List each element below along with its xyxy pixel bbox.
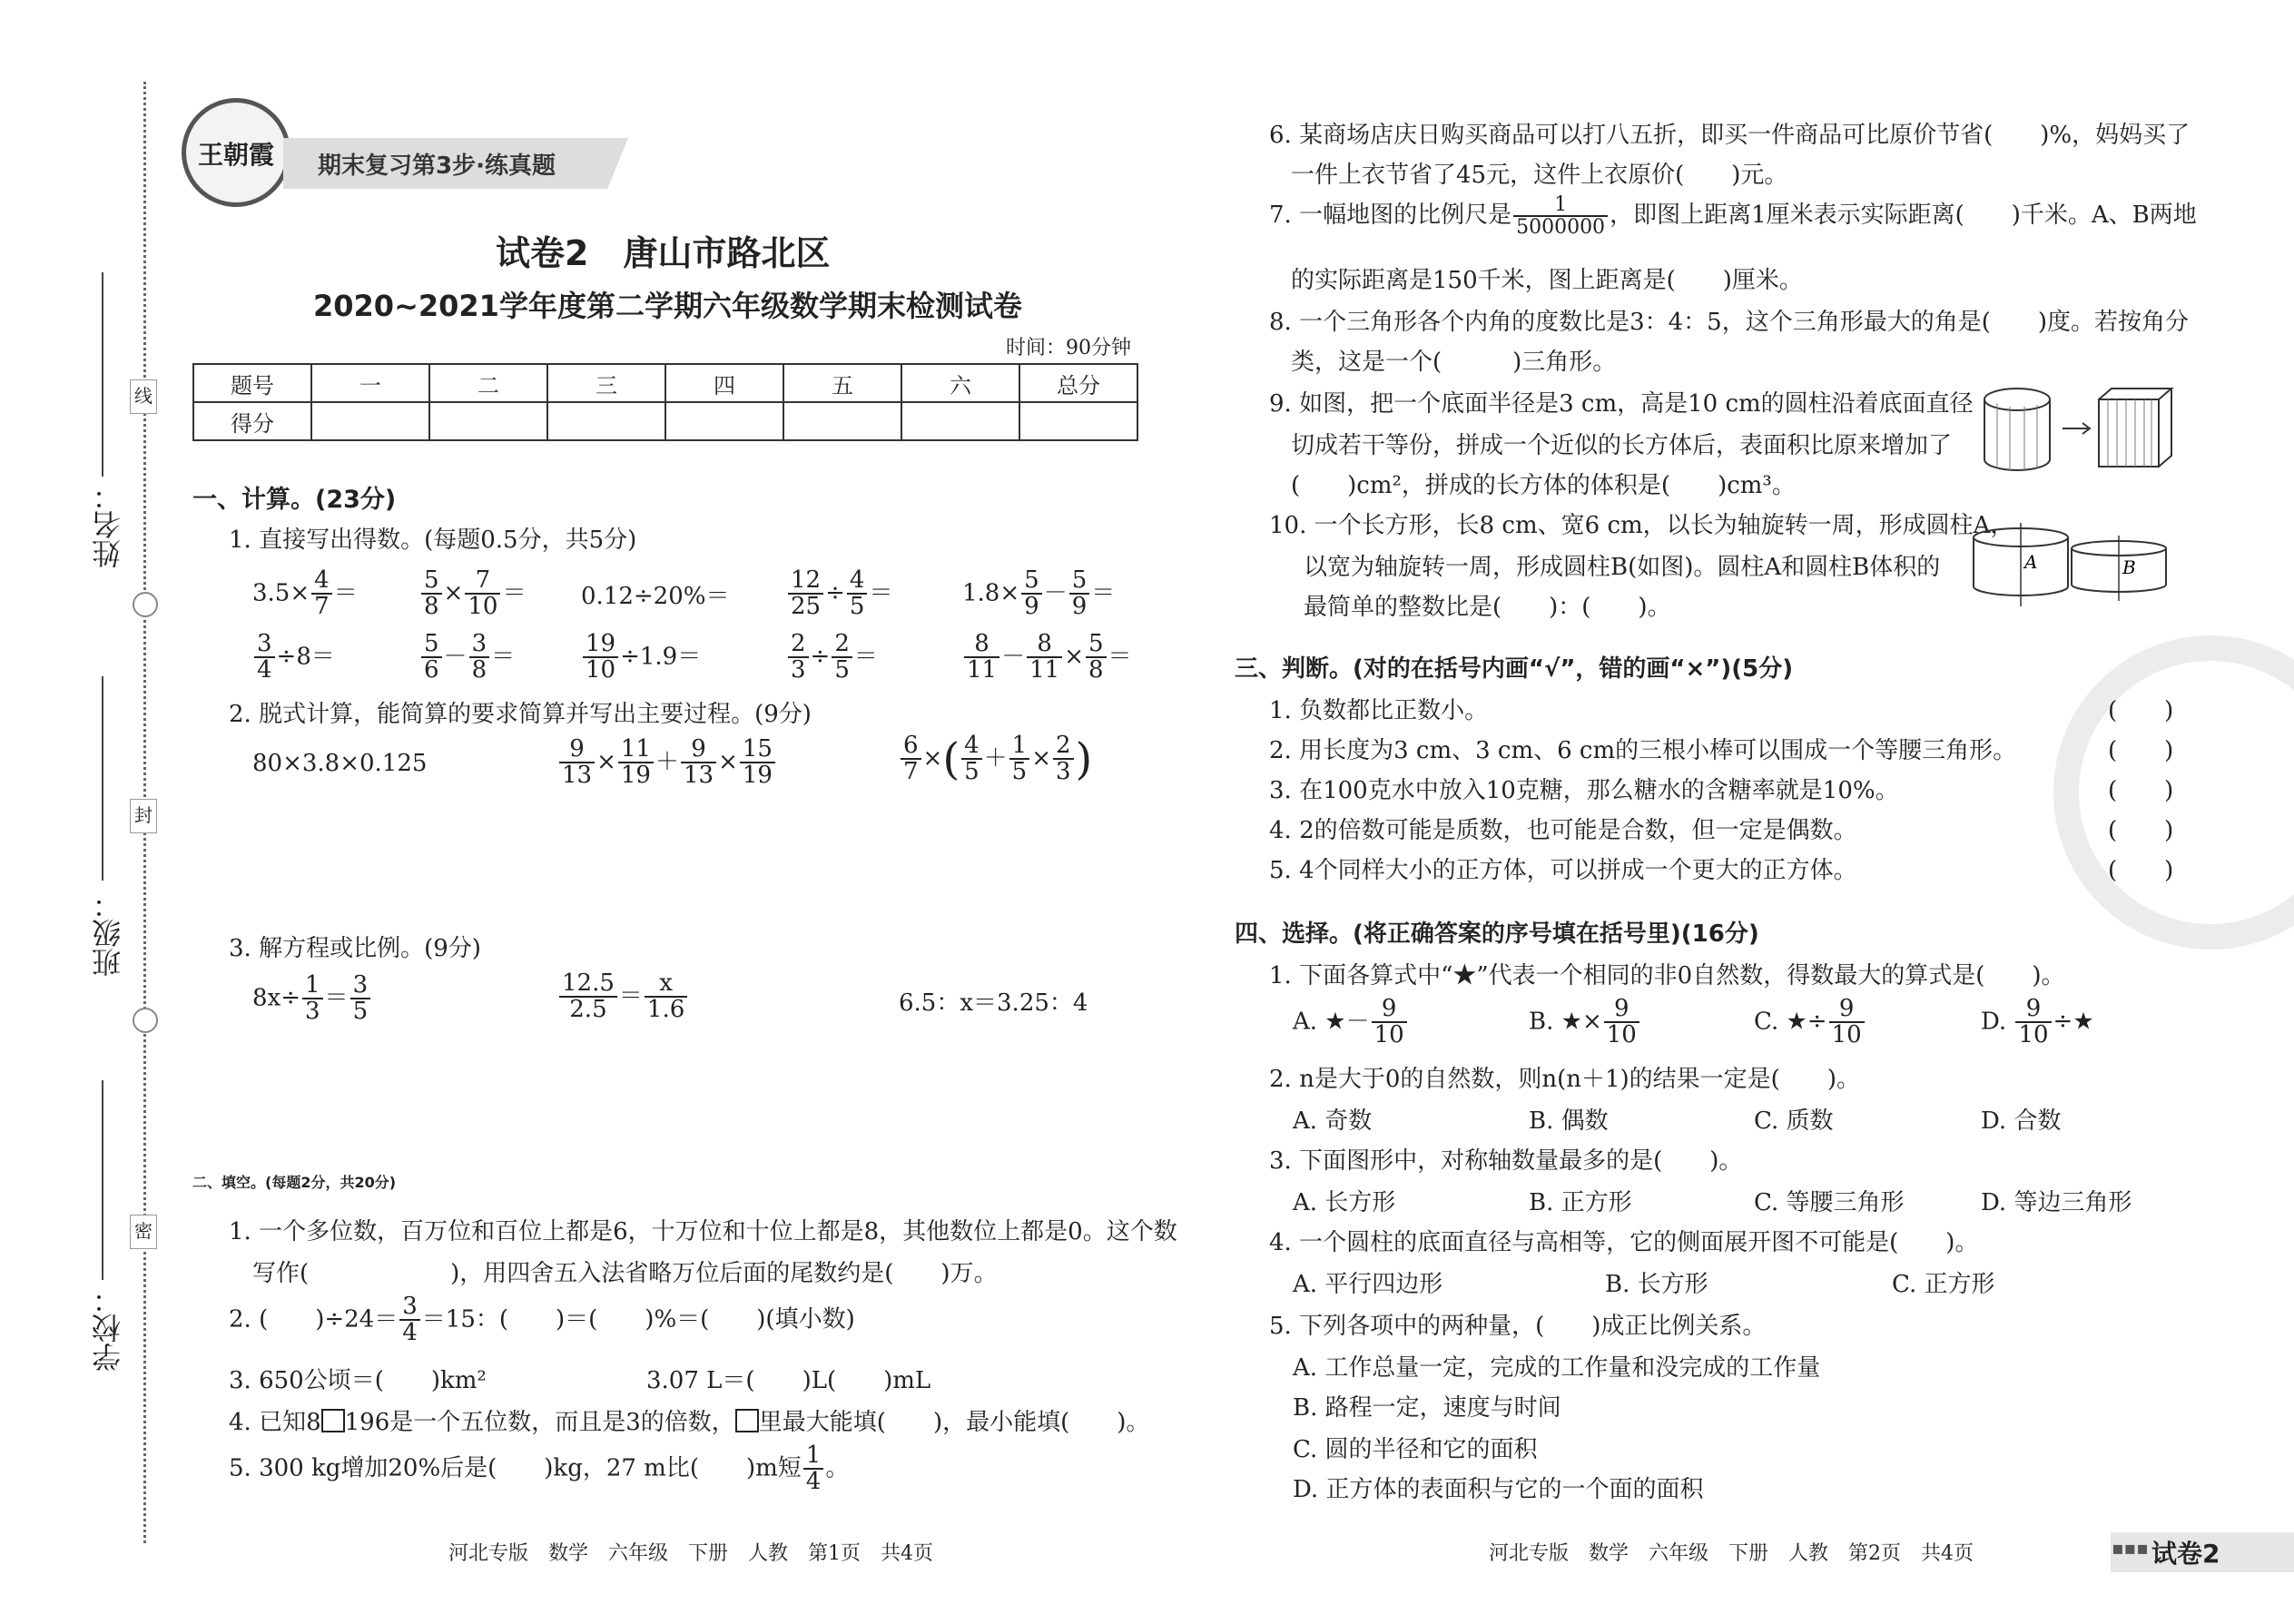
binding-hole (133, 1008, 158, 1033)
score-cell[interactable] (547, 402, 665, 440)
question-text: 类，这是一个( )三角形。 (1291, 349, 1617, 376)
question-text: 4. 已知8 196是一个五位数，而且是3的倍数， 里最大能填( )，最小能填( )。 (229, 1409, 1150, 1436)
brand-logo-text: 王朝霞 (197, 140, 274, 170)
question-text: 2. 脱式计算，能简算的要求简算并写出主要过程。(9分) (229, 701, 812, 728)
name-label: 姓名： (91, 481, 125, 568)
seal-mark-mi: 密 (130, 1215, 157, 1249)
equation: $\frac{12.5}{2.5}$ ＝ $\frac{x}{1.6}$ (557, 971, 689, 1023)
choice-option: C. ★÷ $\frac{9}{10}$ (1754, 997, 1866, 1048)
question-text: 以宽为轴旋转一周，形成圆柱B(如图)。圆柱A和圆柱B体积的 (1304, 554, 1941, 581)
oral-calc: $\frac{12}{25}$ ÷ $\frac{4}{5}$ ＝ (786, 568, 892, 620)
choice-option: C. 圆的半径和它的面积 (1293, 1436, 1538, 1463)
answer-paren[interactable]: ( ) (2108, 697, 2174, 724)
step-calc: $\frac{6}{7}$ ×( $\frac{4}{5}$ ＋ $\frac{1}{5}$ × $\frac{2}{3}$ ) (899, 733, 1092, 785)
question-text: 2. n是大于0的自然数，则n(n＋1)的结果一定是( )。 (1269, 1066, 1860, 1093)
step-calc: 80×3.8×0.125 (252, 750, 428, 777)
question-text: 5. 300 kg增加20%后是( )kg，27 m比( )m短 $\frac{1}{4}$ 。 (229, 1442, 850, 1496)
judge-item: 3. 在100克水中放入10克糖，那么糖水的含糖率就是10%。 (1269, 777, 1899, 804)
score-header-row (193, 364, 1137, 402)
equation: 6.5：x＝3.25：4 (899, 989, 1088, 1017)
question-text: 9. 如图，把一个底面半径是3 cm，高是10 cm的圆柱沿着底面直径 (1269, 390, 1974, 418)
choice-option: A. 长方形 (1293, 1189, 1396, 1216)
section-heading: 一、计算。(23分) (192, 486, 397, 514)
score-header: 四 (665, 364, 783, 402)
judge-item: 4. 2的倍数可能是质数，也可能是合数，但一定是偶数。 (1269, 817, 1857, 844)
page-footer-left: 河北专版 数学 六年级 下册 人教 第1页 共4页 (448, 1542, 933, 1565)
score-cell[interactable] (429, 402, 547, 440)
choice-option: C. 质数 (1754, 1107, 1834, 1135)
cylinder-to-cuboid-figure (1979, 381, 2179, 472)
oral-calc: $\frac{8}{11}$ － $\frac{8}{11}$ × $\frac{5}{8}$ ＝ (962, 632, 1132, 684)
school-label: 学校： (91, 1284, 125, 1372)
answer-paren[interactable]: ( ) (2108, 777, 2174, 804)
oral-calc: $\frac{2}{3}$ ÷ $\frac{2}{5}$ ＝ (786, 632, 878, 684)
section-heading: 四、选择。(将正确答案的序号填在括号里)(16分) (1235, 920, 1759, 948)
binding-hole (133, 592, 158, 617)
choice-option: D. $\frac{9}{10}$ ÷★ (1981, 995, 2094, 1049)
score-cell[interactable] (1019, 402, 1137, 440)
choice-option: B. 正方形 (1529, 1189, 1632, 1216)
question-text: 4. 一个圆柱的底面直径与高相等，它的侧面展开图不可能是( )。 (1269, 1229, 1979, 1256)
brand-logo (182, 98, 290, 207)
blank-box (735, 1409, 759, 1432)
score-row (193, 402, 1137, 440)
question-text: 写作( )，用四舍五入法省略万位后面的尾数约是( )万。 (252, 1260, 998, 1287)
question-text: 6. 某商场店庆日购买商品可以打八五折，即买一件商品可比原价节省( )%，妈妈买了 (1269, 122, 2191, 149)
question-text: 3. 解方程或比例。(9分) (229, 935, 481, 962)
school-field[interactable] (102, 1080, 103, 1280)
choice-option: A. 平行四边形 (1293, 1271, 1443, 1298)
score-cell[interactable] (665, 402, 783, 440)
question-text: 8. 一个三角形各个内角的度数比是3：4：5，这个三角形最大的角是( )度。若按角分 (1269, 309, 2189, 336)
question-text: 1. 直接写出得数。(每题0.5分，共5分) (229, 527, 637, 554)
question-text: 3.07 L＝( )L( )mL (646, 1367, 931, 1394)
score-header: 一 (311, 364, 429, 402)
seal-mark-feng: 封 (130, 799, 157, 833)
choice-option: D. 等边三角形 (1981, 1189, 2132, 1216)
score-header: 六 (901, 364, 1019, 402)
cylinder-b-label: B (2122, 556, 2136, 578)
time-limit: 时间：90分钟 (1006, 337, 1131, 359)
choice-option: A. 奇数 (1293, 1107, 1373, 1135)
exam-tag: 试卷2 (2151, 1539, 2220, 1569)
choice-option: B. 路程一定，速度与时间 (1293, 1394, 1561, 1422)
section-heading: 二、填空。(每题2分，共20分) (192, 1174, 397, 1191)
choice-option: A. ★－ $\frac{9}{10}$ (1293, 997, 1409, 1048)
question-text: 1. 一个多位数，百万位和百位上都是6，十万位和十位上都是8，其他数位上都是0。这个数 (229, 1218, 1177, 1245)
oral-calc: 0.12÷20%＝ (581, 583, 730, 610)
question-text: 1. 下面各算式中“★”代表一个相同的非0自然数，得数最大的算式是( )。 (1269, 962, 2065, 989)
cylinder-a-label: A (2024, 551, 2038, 573)
name-field[interactable] (102, 272, 103, 477)
choice-option: B. 偶数 (1529, 1107, 1609, 1135)
question-text: 2. ( )÷24＝ $\frac{3}{4}$ ＝15：( )＝( )%＝( )(填小数) (229, 1293, 855, 1347)
choice-option: B. 长方形 (1605, 1271, 1708, 1298)
question-text: 的实际距离是150千米，图上距离是( )厘米。 (1291, 267, 1803, 294)
score-cell[interactable] (783, 402, 901, 440)
question-text: 10. 一个长方形，长8 cm、宽6 cm，以长为轴旋转一周，形成圆柱A， (1269, 512, 2014, 539)
oral-calc: 3.5× $\frac{4}{7}$ ＝ (252, 566, 358, 621)
question-text: ( )cm²，拼成的长方体的体积是( )cm³。 (1291, 472, 1796, 499)
answer-paren[interactable]: ( ) (2108, 737, 2174, 764)
oral-calc: $\frac{5}{8}$ × $\frac{7}{10}$ ＝ (419, 568, 526, 620)
choice-option: C. 正方形 (1892, 1271, 1995, 1298)
step-calc: $\frac{9}{13}$ × $\frac{11}{19}$ ＋ $\frac{9}{13}$ × $\frac{15}{19}$ (557, 737, 777, 789)
oral-calc: 1.8× $\frac{5}{9}$ － $\frac{5}{9}$ ＝ (962, 566, 1116, 621)
seal-watermark (2053, 635, 2294, 950)
question-text: 一件上衣节省了45元，这件上衣原价( )元。 (1291, 162, 1788, 189)
banner-text: 期末复习第3步·练真题 (318, 153, 556, 180)
score-row-label: 得分 (193, 402, 311, 440)
score-header: 三 (547, 364, 665, 402)
class-label: 班级： (91, 890, 125, 977)
question-text: 7. 一幅地图的比例尺是 $\frac{1}{5000000}$ ，即图上距离1厘米表示实际距离( )千米。A、B两地 (1269, 193, 2197, 240)
choice-option: D. 合数 (1981, 1107, 2062, 1135)
oral-calc: $\frac{5}{6}$ － $\frac{3}{8}$ ＝ (419, 632, 515, 684)
question-text: 3. 下面图形中，对称轴数量最多的是( )。 (1269, 1147, 1743, 1175)
score-cell[interactable] (311, 402, 429, 440)
choice-option: C. 等腰三角形 (1754, 1189, 1905, 1216)
oral-calc: $\frac{19}{10}$ ÷1.9＝ (581, 632, 701, 684)
answer-paren[interactable]: ( ) (2108, 817, 2174, 844)
tag-marks: ▪▪▪ (2112, 1537, 2149, 1559)
score-header: 五 (783, 364, 901, 402)
answer-paren[interactable]: ( ) (2108, 857, 2174, 884)
question-text: 最简单的整数比是( )：( )。 (1304, 594, 1671, 621)
judge-item: 5. 4个同样大小的正方体，可以拼成一个更大的正方体。 (1269, 857, 1857, 884)
section-heading: 三、判断。(对的在括号内画“√”，错的画“×”)(5分) (1235, 655, 1794, 683)
score-cell[interactable] (901, 402, 1019, 440)
blank-box (321, 1409, 345, 1432)
equation: 8x÷ $\frac{1}{3}$ ＝ $\frac{3}{5}$ (252, 973, 372, 1025)
page-footer-right: 河北专版 数学 六年级 下册 人教 第2页 共4页 (1489, 1542, 1974, 1565)
score-header: 二 (429, 364, 547, 402)
oral-calc: $\frac{3}{4}$ ÷8＝ (252, 632, 335, 684)
page-title: 试卷2 唐山市路北区 (496, 233, 831, 273)
choice-option: D. 正方体的表面积与它的一个面的面积 (1293, 1476, 1704, 1503)
score-table (192, 363, 1138, 441)
judge-item: 2. 用长度为3 cm、3 cm、6 cm的三根小棒可以围成一个等腰三角形。 (1269, 737, 2017, 764)
question-text: 切成若干等份，拼成一个近似的长方体后，表面积比原来增加了 (1291, 432, 1953, 459)
seal-mark-xian: 线 (130, 379, 157, 414)
judge-item: 1. 负数都比正数小。 (1269, 697, 1489, 724)
page-subtitle: 2020~2021学年度第二学期六年级数学期末检测试卷 (313, 289, 1022, 323)
score-header: 总分 (1019, 364, 1137, 402)
choice-option: A. 工作总量一定，完成的工作量和没完成的工作量 (1293, 1354, 1821, 1382)
question-text: 5. 下列各项中的两种量，( )成正比例关系。 (1269, 1313, 1767, 1340)
two-cylinders-figure (1966, 517, 2175, 608)
choice-option: B. ★× $\frac{9}{10}$ (1529, 997, 1641, 1048)
question-text: 3. 650公顷＝( )km² (229, 1367, 487, 1394)
score-header: 题号 (193, 364, 311, 402)
class-field[interactable] (102, 676, 103, 881)
